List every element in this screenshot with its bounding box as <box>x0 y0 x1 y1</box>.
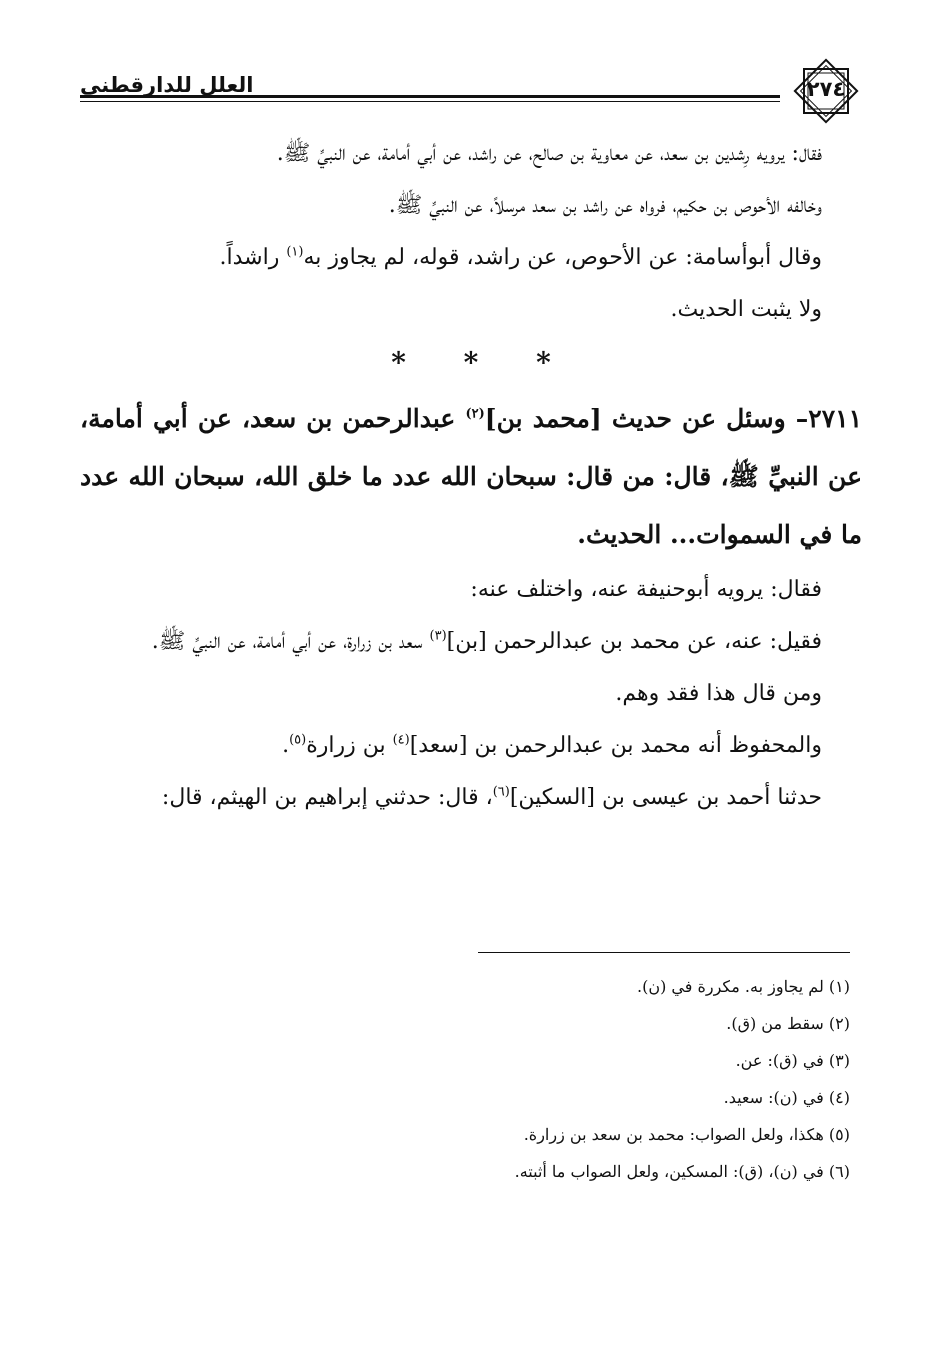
footnote-item: (٦) في (ن)، (ق): المسكين، ولعل الصواب ما أثبته. <box>514 1162 850 1181</box>
footnote-item: (٤) في (ن): سعيد. <box>723 1088 850 1107</box>
paragraph-3-end: راشداً. <box>219 245 287 270</box>
hadith-heading-start: ٢٧١١– وسئل عن حديث [محمد بن] <box>484 404 863 433</box>
footnote-ref-3: (٣) <box>429 628 447 644</box>
hadith-heading <box>80 390 862 564</box>
footnote-item: (٥) هكذا، ولعل الصواب: محمد بن سعد بن زرارة. <box>523 1125 850 1144</box>
paragraph-3 <box>80 232 862 284</box>
paragraph-8-text: والمحفوظ أنه محمد بن عبدالرحمن بن [سعد] <box>409 733 822 758</box>
footnote-separator <box>478 952 850 953</box>
footnote-ref-2: (٢) <box>465 406 485 422</box>
paragraph-9-end: ، قال: حدثني إبراهيم بن الهيثم، قال: <box>161 785 493 810</box>
page-header <box>80 55 862 125</box>
footnote-item: (١) لم يجاوز به. مكررة في (ن). <box>637 977 850 996</box>
footnote-item: (٣) في (ق): عن. <box>735 1051 850 1070</box>
paragraph-7: ومن قال هذا فقد وهم. <box>615 681 822 706</box>
page-number: ٢٧٤ <box>806 77 846 101</box>
footnote-ref-6: (٦) <box>492 784 510 800</box>
footnotes <box>80 968 850 1190</box>
main-text <box>80 128 862 824</box>
paragraph-8-end: . <box>282 733 290 758</box>
paragraph-8 <box>80 720 862 772</box>
paragraph-6 <box>80 616 862 668</box>
paragraph-9 <box>80 772 862 824</box>
paragraph-5: فقال: يرويه أبوحنيفة عنه، واختلف عنه: <box>470 577 822 602</box>
section-separator: * * * <box>391 346 551 379</box>
page-number-badge <box>790 55 862 127</box>
header-rule-thick <box>80 95 780 98</box>
footnote-ref-1: (١) <box>286 244 304 260</box>
footnote-ref-4: (٤) <box>392 732 410 748</box>
paragraph-4: ولا يثبت الحديث. <box>670 297 822 322</box>
paragraph-8-middle: بن زرارة <box>306 733 393 758</box>
hadith-heading-end: عبدالرحمن بن سعد، عن أبي أمامة، عن النبيِّ ﷺ، قال: من قال: سبحان الله عدد ما خلق الله، سبحان الله عدد ما في السموات... الحديث. <box>80 404 862 549</box>
book-title: العلل للدارقطني <box>80 73 254 97</box>
paragraph-9-text: حدثنا أحمد بن عيسى بن [السكين] <box>509 785 822 810</box>
footnote-item: (٢) سقط من (ق). <box>726 1014 850 1033</box>
paragraph-2: وخالفه الأحوص بن حكيم، فرواه عن راشد بن سعد مرسلاً، عن النبيِّ ﷺ. <box>388 193 822 218</box>
paragraph-3-text: وقال أبوأسامة: عن الأحوص، عن راشد، قوله، لم يجاوز به <box>303 245 822 270</box>
paragraph-6-text: فقيل: عنه، عن محمد بن عبدالرحمن [بن] <box>446 629 822 654</box>
footnote-ref-5: (٥) <box>289 732 307 748</box>
header-rule-thin <box>80 101 780 102</box>
paragraph-1: فقال: يرويه رِشدين بن سعد، عن معاوية بن صالح، عن راشد، عن أبي أمامة، عن النبيِّ ﷺ. <box>276 141 822 166</box>
paragraph-6-end: سعد بن زرارة، عن أبي أمامة، عن النبيِّ ﷺ. <box>151 629 430 654</box>
